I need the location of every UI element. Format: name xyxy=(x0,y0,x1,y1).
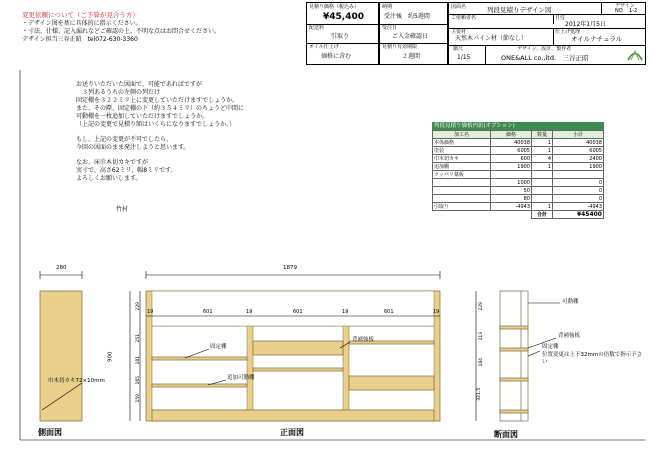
col-header: 価格 xyxy=(491,131,532,139)
table-row: 引取り -4943 1 -4943 xyxy=(434,203,602,210)
date-value: 2012年1月5日 xyxy=(565,21,606,28)
message-line: なお、床巾木切カキですが xyxy=(76,159,149,166)
oil-value: 価格に含む xyxy=(321,53,352,60)
side-panel xyxy=(40,291,82,421)
message-line: お送りいただいた図面で、可能であればですが xyxy=(76,81,202,88)
message-line: よろしくお願いします。 xyxy=(76,175,142,182)
gap-3: 19 xyxy=(342,309,349,315)
message-line: また、その際、固定棚の下（約３５４ミリ）のちょうど中間に xyxy=(76,105,245,112)
total-value: ¥45400 xyxy=(553,211,604,219)
breakdown-title: 列段見積り価格内訳(オプション) xyxy=(432,122,604,130)
notes-line-3: デザイン担当三谷正昭 tel072-630-3360 xyxy=(22,36,138,43)
right-dim: 184 xyxy=(479,357,485,367)
material-value: 天然木パイン材（節なし） xyxy=(455,35,528,42)
table-row: 80 0 xyxy=(433,195,604,203)
section-view xyxy=(500,291,528,421)
order-label: 受注日 xyxy=(382,25,398,31)
baseboard-cut-label: 巾木切カキ72×10mm xyxy=(48,378,105,384)
right-dim: 321.5 xyxy=(477,387,483,401)
table-row: 塗装 6005 1 6005 xyxy=(434,147,602,154)
message-line: 実寸で、高さ62ミリ、幅8ミリです。 xyxy=(76,167,177,174)
table-row: ツッパリ幕板 xyxy=(433,171,604,179)
right-dim: 213 xyxy=(479,331,485,341)
table-row: 本体価格 40038 1 40038 xyxy=(434,139,602,146)
scale-label: 縮尺 xyxy=(453,46,464,52)
back-brace-right-label: 背補強板 xyxy=(558,333,581,339)
message-line: 今回の図面のまま発注しようと思います。 xyxy=(76,144,190,151)
movable-shelf-label: 可動棚 xyxy=(562,299,579,305)
material-label: 主要材 xyxy=(451,29,467,35)
table-row: 50 0 xyxy=(433,187,604,195)
design-no-value: 1-2 xyxy=(629,8,638,14)
height-dim: 900 xyxy=(107,351,114,362)
bay-width-3: 601 xyxy=(384,309,394,315)
design-no-label: デザイン xyxy=(615,3,635,9)
message-line: 可動棚を一枚追加していただけますでしょうか。 xyxy=(76,113,209,120)
gap-4: 19 xyxy=(433,309,440,315)
client-label: ご依頼者名 xyxy=(451,15,477,21)
side-caption: 側面図 xyxy=(38,428,62,437)
bay-width-1: 601 xyxy=(203,309,213,315)
valid-value: ２週間 xyxy=(402,53,421,60)
bay-width-2: 601 xyxy=(293,309,303,315)
left-dim: 181 xyxy=(136,355,142,365)
section-caption: 断面図 xyxy=(494,430,518,439)
col-header: 小計 xyxy=(553,131,604,139)
delivery-label: 配送料 xyxy=(309,25,325,31)
fixed-shelf-label: 固定棚 xyxy=(210,344,227,350)
notes-line-1: ・デザイン図を基に具体的に指示ください。 xyxy=(22,20,142,27)
left-dim: 159 xyxy=(136,393,142,403)
left-dim: 229 xyxy=(136,301,142,311)
drawing-label: 図面名 xyxy=(451,4,467,10)
due-label: 納期 xyxy=(382,4,393,10)
message-line: もし、上記の変更が不可でしたら、 xyxy=(76,136,173,143)
price-value: ¥45,400 xyxy=(323,12,364,22)
message-line: 竹村 xyxy=(116,206,129,213)
total-width-dim: 1879 xyxy=(283,265,297,271)
side-width-dim: 280 xyxy=(56,265,67,271)
message-line: （上記の変更で見積り額はいくらになりますでしょうか。） xyxy=(76,121,236,128)
designer-label: デザイン、設計、製作者 xyxy=(517,46,572,52)
due-value: 受注後 約5週間 xyxy=(384,13,430,20)
drawing-value: 列段見積りデザイン図 xyxy=(487,6,552,14)
finish-label: 仕上げ処理 xyxy=(555,29,581,35)
finish-value: オイルナチュラル xyxy=(571,35,623,43)
message-line: 固定棚を３２２ミリ上に変更していただけますでしょうか。 xyxy=(76,97,239,104)
message-line: ３列あるうちの左側の列だけ xyxy=(82,89,161,96)
col-header: 数量 xyxy=(532,131,553,139)
date-label: 日付 xyxy=(555,15,566,21)
designer-value: ONE&ALL co.,ltd. 三谷正昭 xyxy=(501,54,589,62)
fixed-note: 位置変更は上下32mmの倍数で指示下さい xyxy=(542,352,643,365)
table-row: 追加棚 1900 1 1900 xyxy=(434,163,602,170)
right-dim: 229 xyxy=(479,301,485,311)
valid-label: 見積り有効期限 xyxy=(382,44,418,50)
added-shelf-label: 追加可動棚 xyxy=(227,375,255,381)
fixed-shelf-right-label: 固定棚 xyxy=(542,344,559,350)
notes-line-2: ・寸法、仕様、記入漏れなどご確認の上、不明な点はお問合せください。 xyxy=(22,28,221,35)
gap-1: 19 xyxy=(147,309,154,315)
delivery-value: 引取り xyxy=(331,33,350,40)
order-value: ご入金確認日 xyxy=(392,33,429,40)
design-no-sub: NO xyxy=(615,8,623,14)
front-caption: 正面図 xyxy=(280,428,304,437)
notes-title: 変更依頼について（ご予算が見合う方） xyxy=(22,11,139,19)
table-row: 巾木切カキ 600 4 2400 xyxy=(434,155,602,162)
scale-value: 1/15 xyxy=(457,54,471,61)
oil-label: オイル仕上げ xyxy=(309,44,339,50)
table-row: 1000 0 xyxy=(433,179,604,187)
gap-2: 19 xyxy=(246,309,253,315)
left-dim: 165 xyxy=(136,375,142,385)
total-label: 合計 xyxy=(532,211,553,219)
col-header: 加工名 xyxy=(433,131,491,139)
price-label: 見積り価格（税込み） xyxy=(309,4,360,10)
left-dim: 251 xyxy=(136,333,142,343)
back-brace-label: 背補強板 xyxy=(352,337,375,343)
